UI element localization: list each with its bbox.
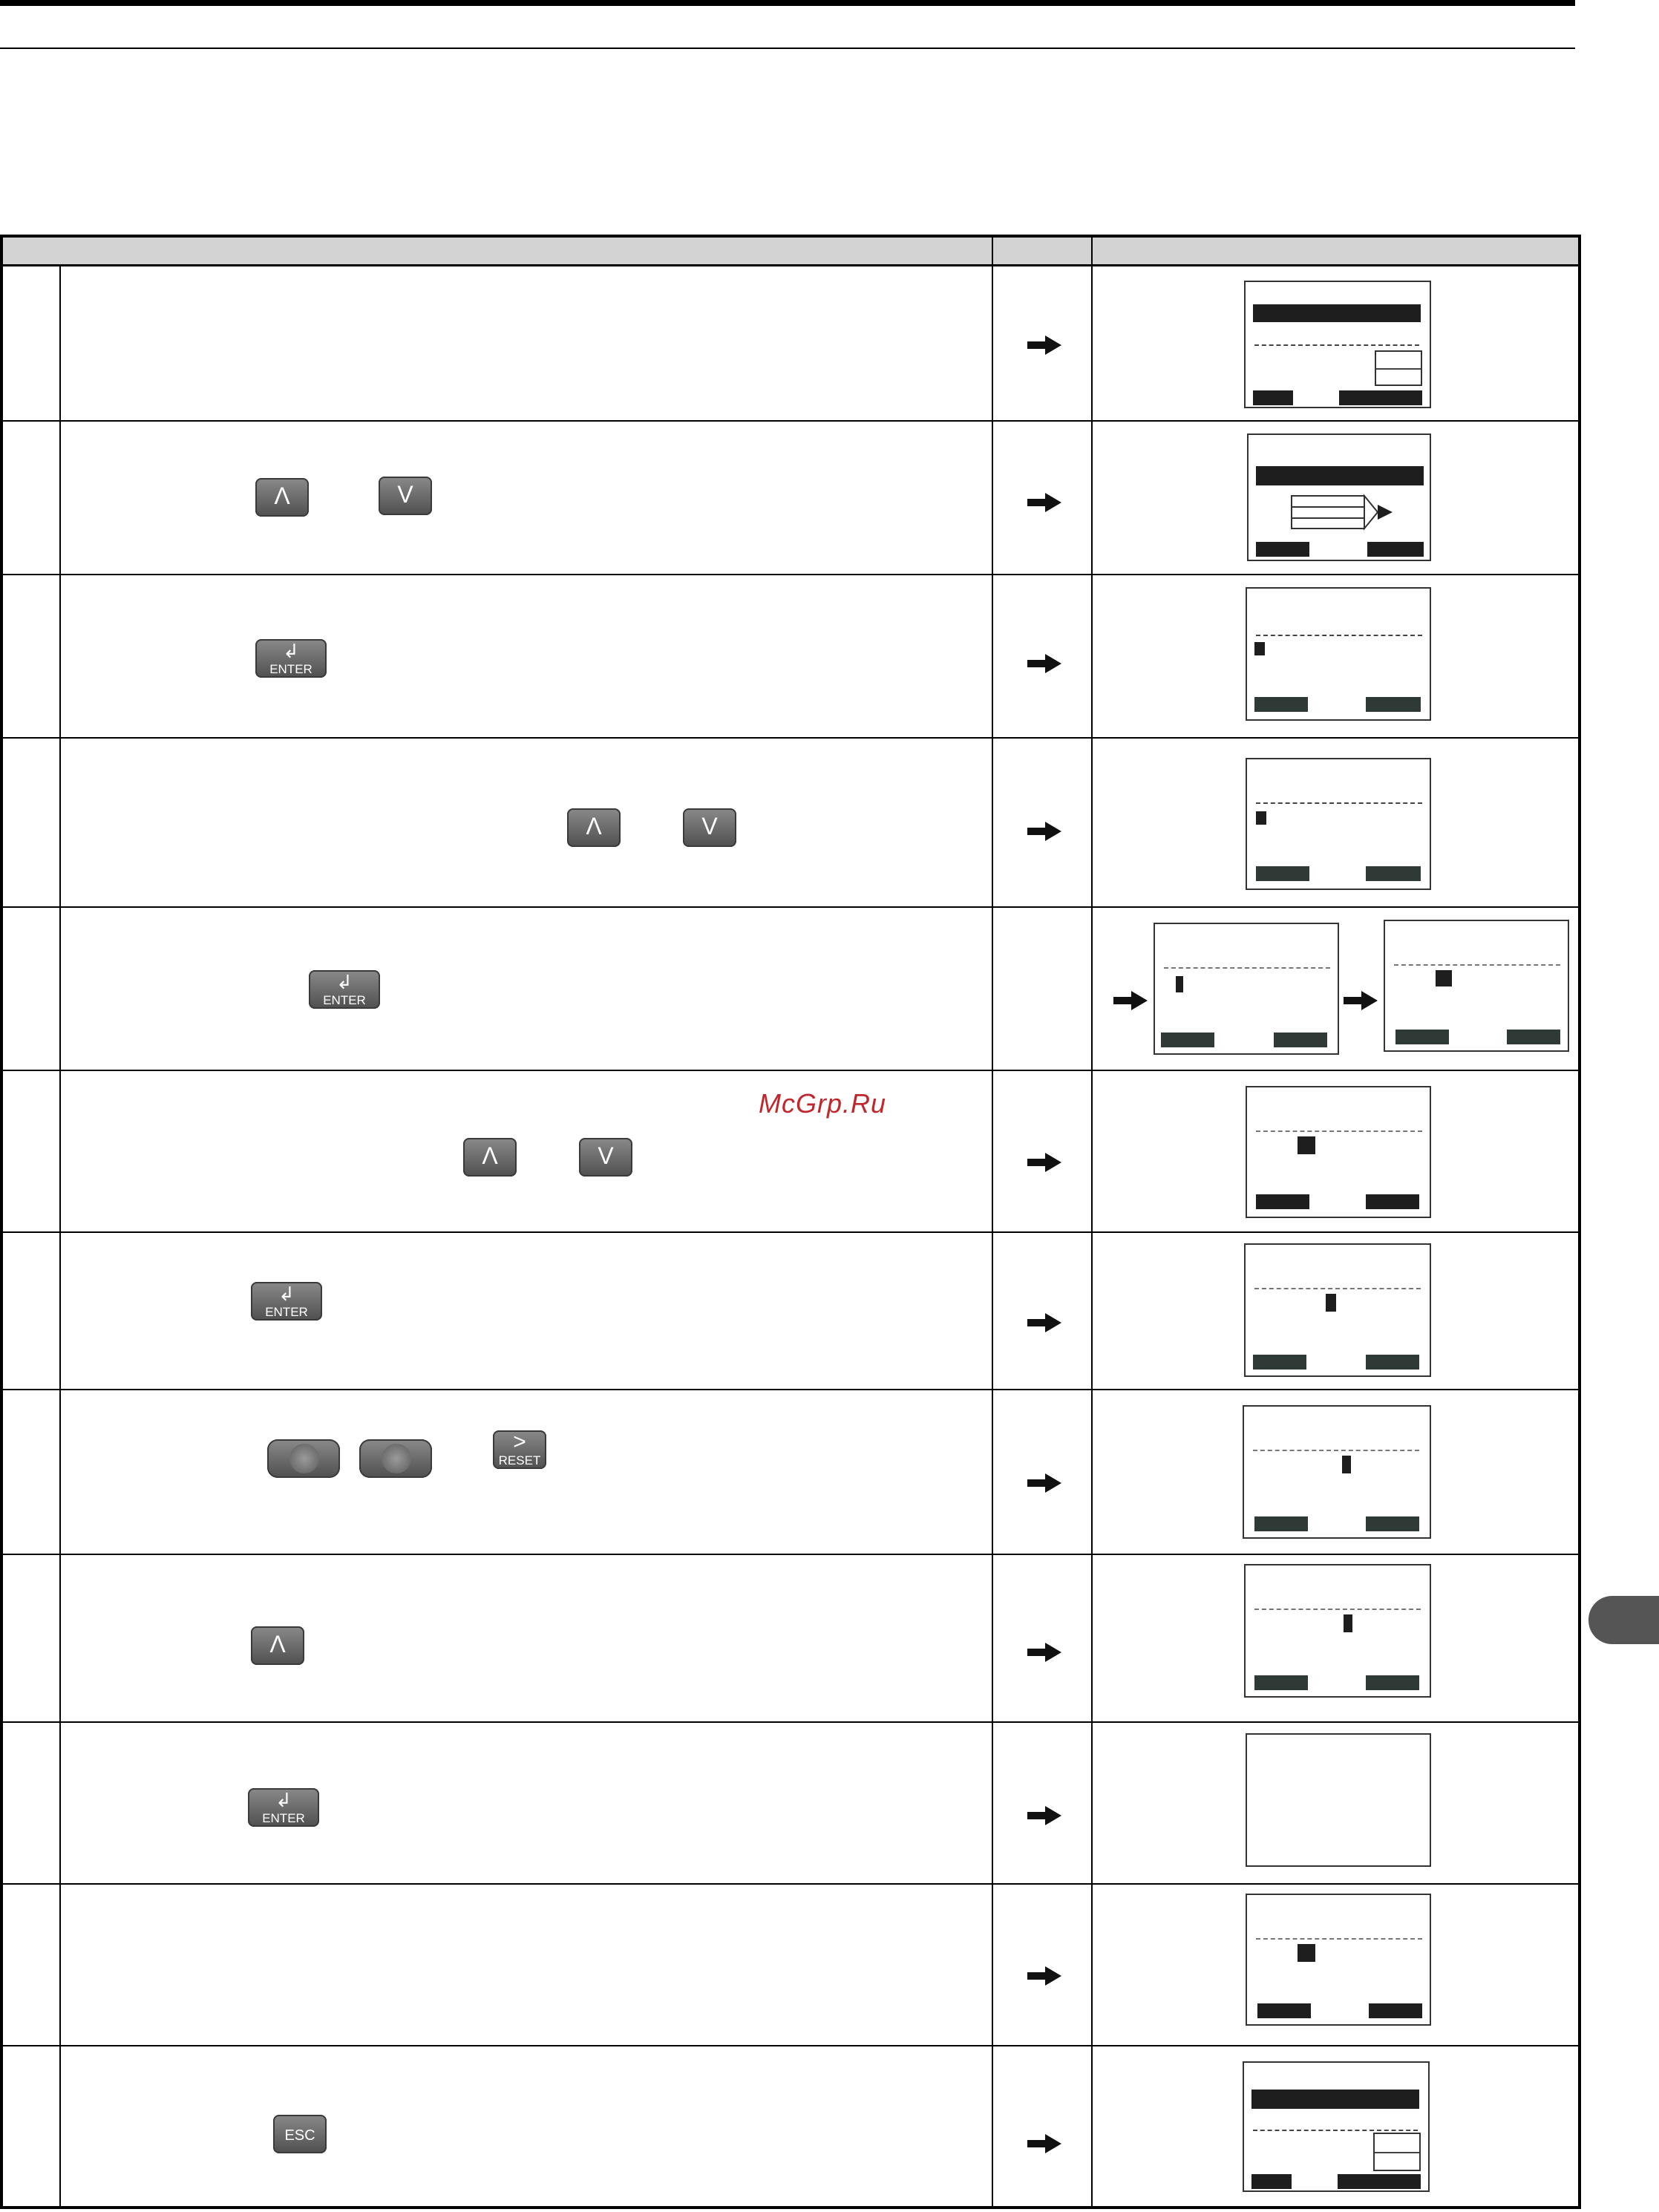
right-arrow-icon <box>1027 493 1061 512</box>
up-key-button[interactable] <box>567 808 621 847</box>
enter-key-icon: ↲ <box>283 640 299 662</box>
header-rule <box>0 48 1575 49</box>
enter-key-button[interactable] <box>251 1282 322 1321</box>
up-key-label: Λ <box>274 482 290 509</box>
table-row <box>3 1233 1578 1390</box>
enter-key-label: ENTER <box>323 993 366 1007</box>
right-arrow-icon <box>1027 654 1061 673</box>
down-key-button[interactable] <box>579 1138 632 1177</box>
table-row <box>3 1723 1578 1885</box>
up-key-button[interactable] <box>463 1138 517 1177</box>
right-arrow-icon <box>1027 1806 1061 1825</box>
enter-key-label: ENTER <box>269 662 313 676</box>
table-row <box>3 1390 1578 1555</box>
lcd-screen <box>1246 1086 1431 1218</box>
lcd-screen <box>1246 587 1431 721</box>
right-arrow-icon <box>1027 1153 1061 1172</box>
right-arrow-icon <box>1113 991 1148 1010</box>
function-key-button[interactable] <box>267 1439 340 1478</box>
lcd-screen <box>1244 281 1431 408</box>
enter-key-button[interactable] <box>248 1788 319 1827</box>
right-arrow-icon <box>1027 2134 1061 2153</box>
table-row <box>3 908 1578 1071</box>
enter-key-button[interactable] <box>309 970 380 1009</box>
up-key-button[interactable] <box>251 1626 304 1665</box>
table-row <box>3 264 1578 422</box>
lcd-screen <box>1244 1243 1431 1377</box>
top-rule <box>0 0 1575 6</box>
up-key-label: Λ <box>269 1631 286 1658</box>
enter-key-button[interactable] <box>255 639 327 678</box>
lcd-screen <box>1154 923 1339 1055</box>
lcd-screen <box>1246 758 1431 890</box>
enter-key-icon: ↲ <box>278 1283 295 1305</box>
up-key-button[interactable] <box>255 478 309 517</box>
pencil-icon <box>1290 493 1395 531</box>
lcd-screen <box>1247 433 1431 561</box>
right-arrow-icon <box>1027 822 1061 841</box>
chapter-tab <box>1588 1596 1659 1644</box>
reset-key-button[interactable] <box>493 1430 546 1469</box>
right-arrow-icon <box>1027 336 1061 355</box>
key-knob-icon <box>289 1444 319 1473</box>
lcd-screen <box>1243 1405 1431 1539</box>
table-row <box>3 739 1578 908</box>
table-header <box>3 238 1578 266</box>
table-row <box>3 2046 1578 2209</box>
right-arrow-icon <box>1027 1313 1061 1332</box>
up-key-label: Λ <box>482 1142 498 1169</box>
enter-key-label: ENTER <box>265 1305 308 1319</box>
table-row <box>3 422 1578 575</box>
esc-key-label: ESC <box>284 2127 315 2144</box>
table-row <box>3 575 1578 739</box>
down-key-label: V <box>397 481 413 508</box>
esc-key-button[interactable] <box>273 2115 327 2153</box>
down-key-button[interactable] <box>379 477 432 515</box>
right-arrow-icon <box>1344 991 1378 1010</box>
reset-key-label: RESET <box>498 1453 541 1467</box>
lcd-screen <box>1246 1733 1431 1867</box>
down-key-button[interactable] <box>683 808 736 847</box>
function-key-button[interactable] <box>359 1439 432 1478</box>
key-knob-icon <box>382 1444 411 1473</box>
down-key-label: V <box>701 813 718 840</box>
enter-key-icon: ↲ <box>275 1789 292 1811</box>
table-row <box>3 1885 1578 2046</box>
up-key-label: Λ <box>586 813 602 840</box>
watermark: McGrp.Ru <box>759 1088 887 1119</box>
down-key-label: V <box>598 1142 614 1169</box>
right-arrow-icon <box>1027 1966 1061 1986</box>
reset-key-icon: > <box>513 1430 526 1454</box>
lcd-screen <box>1243 2061 1430 2192</box>
right-arrow-icon <box>1027 1473 1061 1493</box>
lcd-screen <box>1244 1564 1431 1698</box>
enter-key-label: ENTER <box>262 1811 305 1825</box>
table-row <box>3 1555 1578 1723</box>
right-arrow-icon <box>1027 1643 1061 1662</box>
enter-key-icon: ↲ <box>336 971 353 993</box>
lcd-screen <box>1384 920 1569 1052</box>
procedure-table <box>0 235 1581 2209</box>
lcd-screen <box>1246 1894 1431 2026</box>
